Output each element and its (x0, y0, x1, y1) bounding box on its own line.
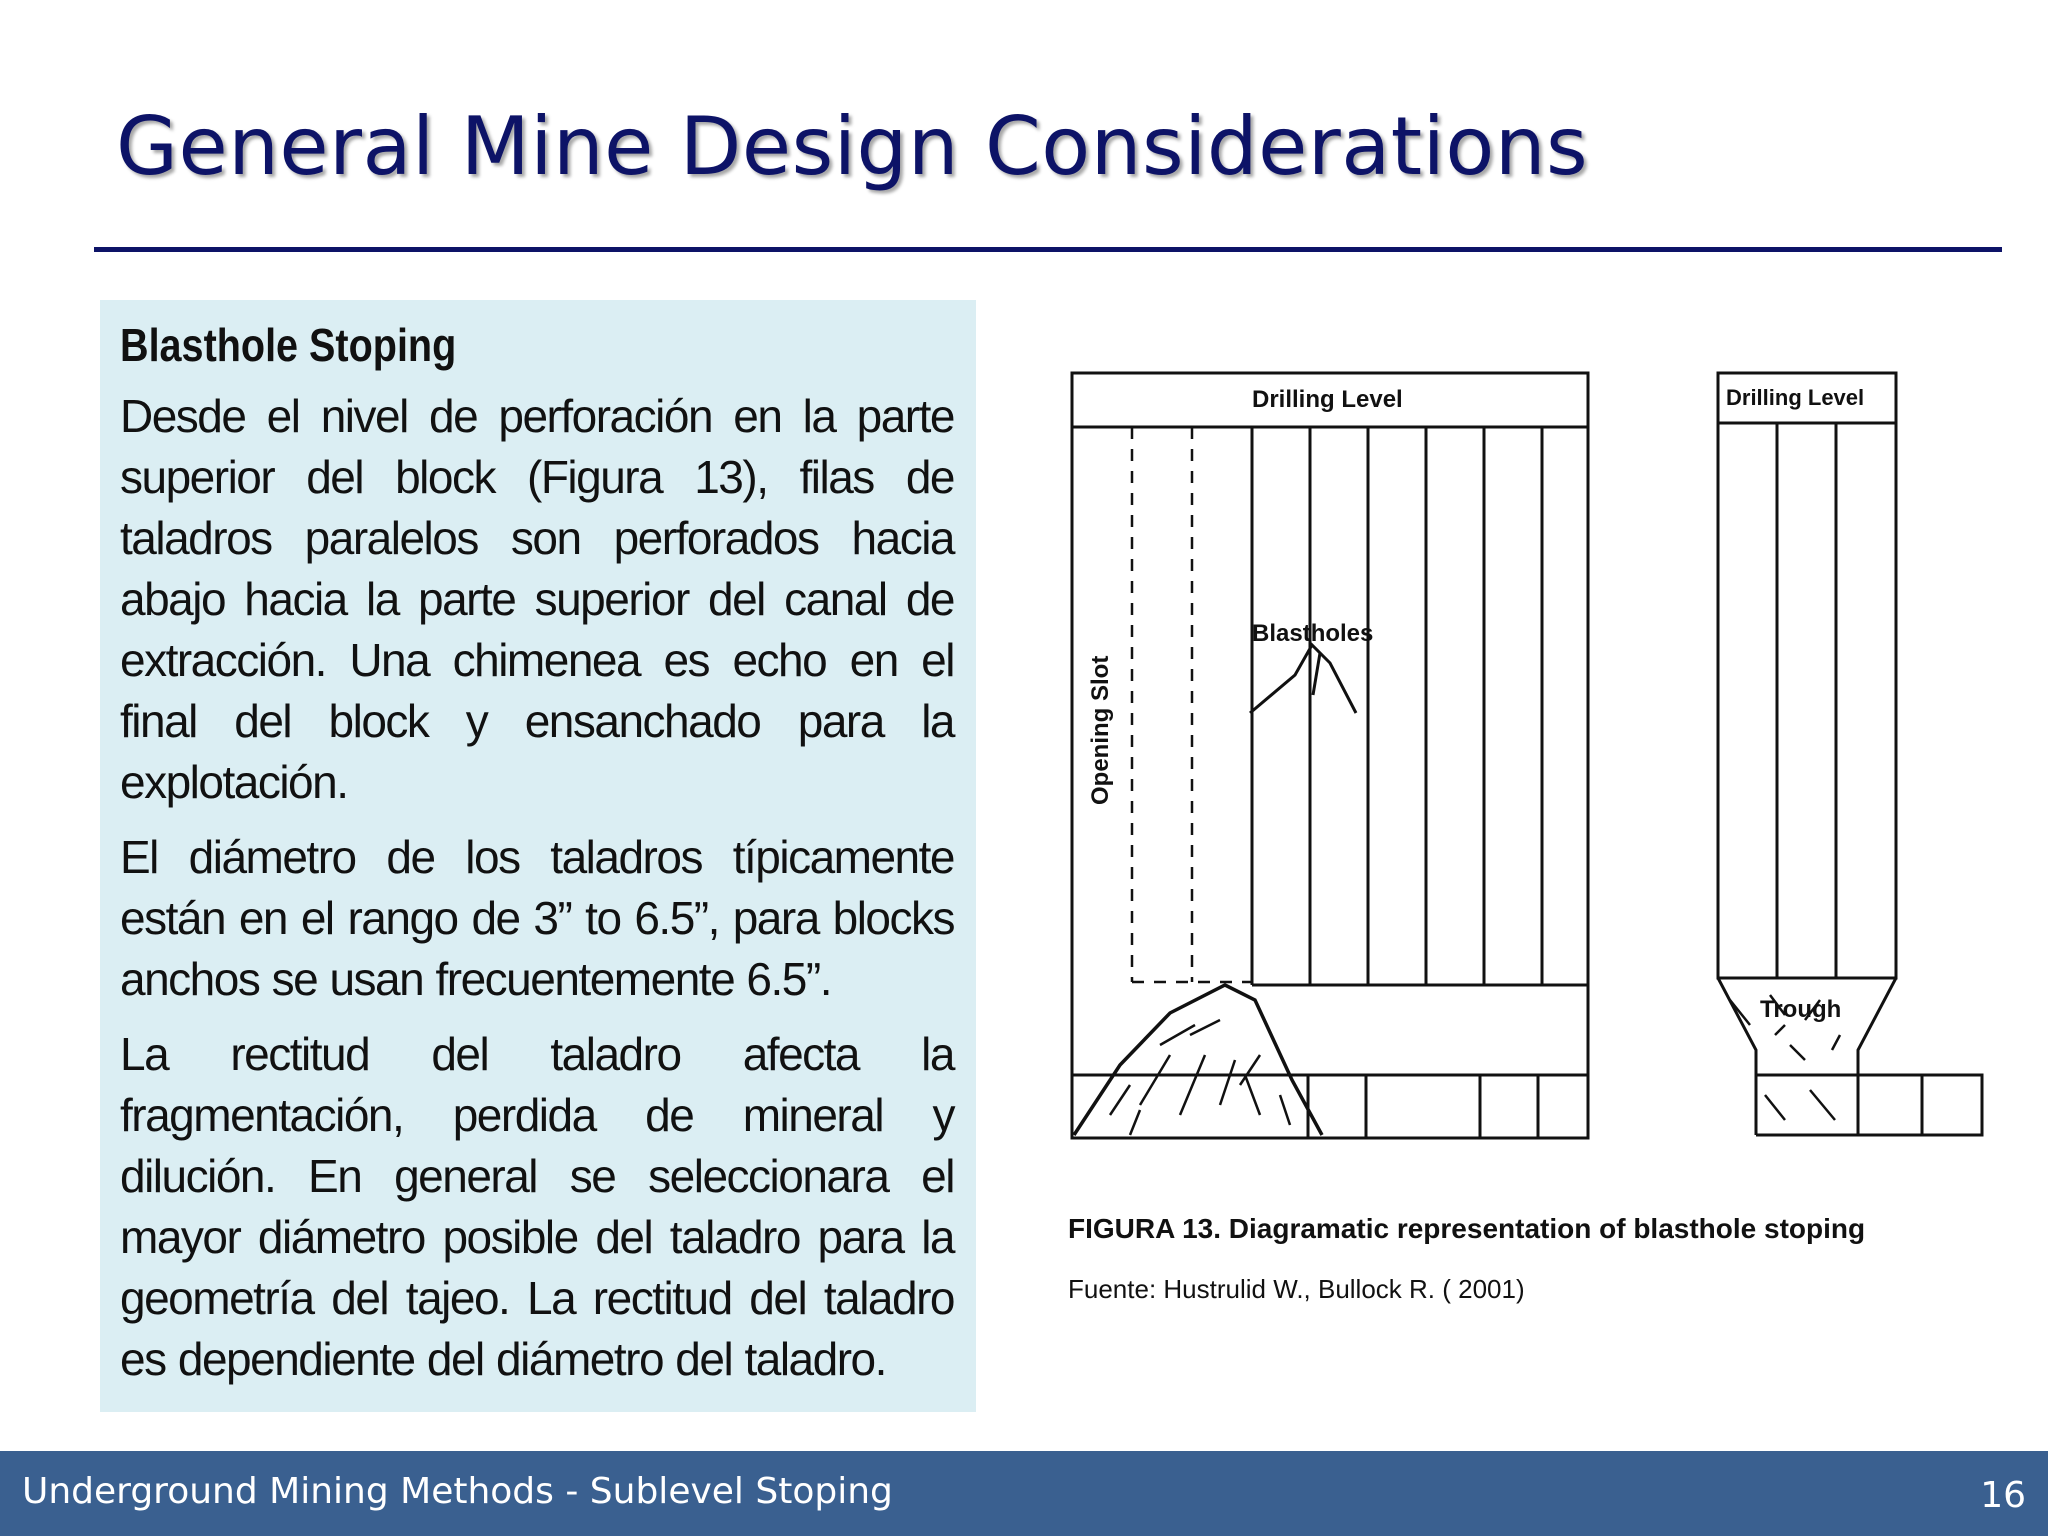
paragraph-1: Desde el nivel de perforación en la parte superior del block (Figura 13), filas de taladros paralelos son perforados hacia abajo hacia la parte superior del canal de extracción. Una chimenea es echo en el final del block y ensanchado para la explotación. (120, 390, 954, 808)
drilling-level-label-left: Drilling Level (1252, 386, 1403, 413)
slide-title: General Mine Design Considerations (116, 100, 1589, 193)
figure-diagram (1030, 345, 2040, 1155)
figure-caption: FIGURA 13. Diagramatic representation of blasthole stoping (1068, 1213, 1866, 1244)
blasthole-stoping-figure (1030, 345, 2040, 1155)
section-heading: Blasthole Stoping (120, 319, 457, 371)
title-divider (94, 247, 2002, 252)
left-block-outline (1072, 373, 1588, 1138)
footer-bar (0, 1451, 2048, 1536)
opening-slot-label: Opening Slot (1087, 655, 1114, 805)
footer-title: Underground Mining Methods - Sublevel Stoping (22, 1471, 893, 1512)
paragraph-2: El diámetro de los taladros típicamente están en el rango de 3” to 6.5”, para blocks anchos se usan frecuentemente 6.5”. (120, 831, 954, 1005)
right-section-outline (1718, 373, 1896, 978)
paragraph-3: La rectitud del taladro afecta la fragmentación, perdida de mineral y dilución. En general se seleccionara el mayor diámetro posible del taladro para la geometría del tajeo. La rectitud del taladro es dependiente del diámetro del taladro. (120, 1028, 954, 1385)
page-number: 16 (1980, 1475, 2026, 1516)
figure-source: Fuente: Hustrulid W., Bullock R. ( 2001) (1068, 1274, 1525, 1304)
opening-slot-outline (1132, 427, 1252, 982)
drilling-level-label-right: Drilling Level (1726, 385, 1865, 410)
blastholes-label: Blastholes (1252, 620, 1374, 647)
trough-label: Trough (1760, 996, 1842, 1023)
content-box (100, 300, 976, 1412)
